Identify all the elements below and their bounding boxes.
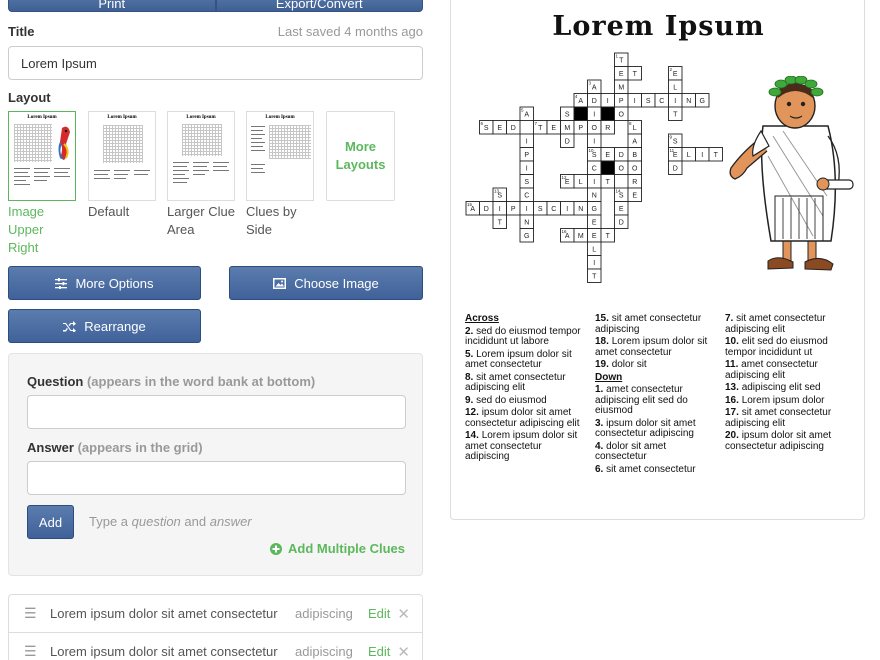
grid-cell — [574, 229, 588, 243]
grid-letter: A — [591, 84, 597, 92]
grid-cell — [669, 107, 683, 121]
grid-cell — [615, 67, 629, 81]
grid-letter: M — [564, 125, 571, 133]
grid-letter: I — [525, 165, 528, 173]
grid-letter: T — [673, 111, 678, 119]
grid-cell — [615, 53, 629, 67]
clue-answer: adipiscing — [295, 606, 353, 621]
grid-letter: E — [591, 219, 597, 227]
layout-option-larger-clue-area[interactable] — [167, 111, 235, 239]
clue-answer: adipiscing — [295, 644, 353, 659]
grid-letter: C — [591, 165, 597, 173]
answer-label: Answer (appears in the grid) — [27, 440, 203, 455]
grid-cell — [628, 161, 642, 175]
layout-name[interactable]: Image Upper Right — [8, 204, 45, 255]
grid-letter: M — [577, 233, 584, 241]
grid-cell — [615, 161, 629, 175]
grid-cell — [601, 175, 615, 189]
down-heading: Down — [595, 371, 623, 383]
grid-cell — [507, 121, 521, 135]
grid-letter: S — [591, 152, 597, 160]
grid-letter: T — [713, 152, 718, 160]
grid-cell — [588, 148, 602, 162]
grid-cell — [601, 161, 615, 175]
clues-column-1 — [465, 314, 585, 465]
thumb-grid — [182, 124, 222, 156]
grid-letter: N — [578, 206, 584, 214]
grid-letter: I — [525, 138, 528, 146]
thumb-grid — [103, 125, 143, 163]
grid-letter: E — [632, 192, 638, 200]
edit-link[interactable]: Edit — [368, 606, 391, 621]
grid-letter: T — [605, 179, 610, 187]
grid-cell — [601, 94, 615, 108]
grid-cell — [520, 107, 534, 121]
grid-cell — [709, 148, 723, 162]
grid-cell — [588, 202, 602, 216]
grid-letter: S — [672, 138, 678, 146]
grid-cell — [466, 202, 480, 216]
grid-cell — [588, 229, 602, 243]
grid-letter: I — [566, 206, 569, 214]
grid-letter: C — [551, 206, 557, 214]
grid-letter: T — [632, 71, 637, 79]
grid-cell — [547, 202, 561, 216]
grid-cell — [588, 161, 602, 175]
layout-name[interactable]: Default — [88, 204, 130, 219]
grid-letter: D — [591, 98, 597, 106]
grid-letter: C — [524, 192, 530, 200]
grid-letter: T — [619, 57, 624, 65]
grid-letter: G — [591, 206, 597, 214]
grid-cell — [615, 80, 629, 94]
grid-letter: I — [633, 98, 636, 106]
add-multiple-clues-link[interactable]: Add Multiple Clues — [270, 541, 405, 556]
grid-cell — [520, 202, 534, 216]
grid-cell — [628, 148, 642, 162]
grid-cell — [493, 121, 507, 135]
choose-image-button[interactable] — [229, 266, 423, 300]
grid-letter: G — [524, 233, 530, 241]
grid-letter: P — [524, 152, 530, 160]
grid-cell — [601, 229, 615, 243]
grid-cell — [669, 148, 683, 162]
grid-cell — [574, 107, 588, 121]
grid-letter: R — [632, 179, 638, 187]
grid-number: 1 — [615, 53, 619, 59]
more-layouts-button[interactable]: More Layouts — [326, 111, 395, 201]
grid-cell — [696, 148, 710, 162]
grid-letter: I — [593, 260, 596, 268]
thumb-title: Lorem Ipsum — [265, 115, 295, 120]
grid-number: 3 — [588, 80, 592, 86]
sliders-icon — [55, 278, 67, 289]
add-hint: Type a question and answer — [89, 514, 252, 529]
grid-letter: D — [618, 152, 624, 160]
clue-item: 7. sit amet consectetur adipiscing elit — [725, 313, 826, 335]
shuffle-icon — [63, 321, 76, 332]
grid-cell — [520, 188, 534, 202]
clue-item: 17. sit amet consectetur adipiscing elit — [725, 407, 832, 429]
editor-panel — [8, 0, 423, 660]
grid-number: 11 — [669, 148, 675, 153]
grid-cell — [588, 107, 602, 121]
grid-number: 13 — [494, 188, 500, 194]
clue-item: 18. Lorem ipsum dolor sit amet consectetur — [595, 336, 708, 358]
grid-cell — [561, 175, 575, 189]
grid-letter: C — [659, 98, 665, 106]
rearrange-label: Rearrange — [84, 318, 146, 334]
grid-letter: P — [618, 98, 624, 106]
grid-cell — [588, 80, 602, 94]
grid-letter: E — [591, 233, 597, 241]
grid-letter: T — [497, 219, 502, 227]
grid-cell — [561, 121, 575, 135]
grid-cell — [601, 121, 615, 135]
clue-item: 6. sit amet consectetur — [595, 463, 696, 475]
grid-letter: S — [564, 111, 570, 119]
title-label-row — [8, 24, 423, 39]
grid-cell — [601, 148, 615, 162]
grid-cell — [628, 175, 642, 189]
grid-letter: I — [593, 179, 596, 187]
grid-cell — [669, 80, 683, 94]
layout-option-image-upper-right[interactable] — [8, 111, 76, 257]
layout-options — [8, 111, 423, 261]
grid-number: 9 — [669, 134, 673, 140]
grid-cell — [507, 202, 521, 216]
grid-letter: I — [674, 98, 677, 106]
grid-cell — [561, 107, 575, 121]
layout-thumbnail[interactable] — [8, 111, 76, 201]
grid-cell — [520, 229, 534, 243]
grid-letter: N — [686, 98, 692, 106]
grid-letter: I — [593, 111, 596, 119]
grid-cell — [628, 121, 642, 135]
grid-cell — [520, 175, 534, 189]
clue-item: 15. sit amet consectetur adipiscing — [595, 313, 702, 335]
grid-cell — [574, 94, 588, 108]
grid-letter: O — [591, 125, 597, 133]
close-icon[interactable]: ✕ — [397, 643, 410, 660]
clue-item: 12. ipsum dolor sit amet consectetur adipiscing elit — [465, 407, 580, 429]
grid-letter: L — [592, 246, 597, 254]
thumb-grid — [269, 125, 311, 159]
grid-letter: B — [632, 152, 638, 160]
grid-cell — [682, 94, 696, 108]
clue-question: Lorem ipsum dolor sit amet consectetur — [50, 606, 278, 621]
grid-letter: A — [524, 111, 530, 119]
grid-number: 2 — [669, 67, 673, 72]
grid-letter: R — [605, 125, 611, 133]
grid-letter: E — [672, 152, 678, 160]
puzzle-preview — [450, 0, 865, 520]
grid-letter: I — [525, 206, 528, 214]
grid-cell — [628, 134, 642, 148]
grid-cell — [588, 256, 602, 270]
grid-letter: S — [524, 179, 530, 187]
grid-letter: O — [618, 165, 624, 173]
clue-item: 13. adipiscing elit sed — [725, 382, 821, 393]
list-item — [9, 633, 422, 660]
clues-column-3 — [725, 314, 847, 454]
grid-cell — [520, 134, 534, 148]
grid-letter: D — [618, 219, 624, 227]
grid-number: 16 — [561, 229, 567, 234]
thumb-title: Lorem Ipsum — [107, 115, 137, 120]
grid-letter: L — [673, 84, 678, 92]
clues-column-2 — [595, 314, 713, 477]
grid-letter: T — [605, 233, 610, 241]
parrot-icon — [54, 124, 74, 162]
clue-question: Lorem ipsum dolor sit amet consectetur — [50, 644, 278, 659]
close-icon[interactable]: ✕ — [397, 605, 410, 623]
clue-item: 10. elit sed do eiusmod tempor incididunt ut — [725, 336, 828, 358]
grid-cell — [520, 148, 534, 162]
add-clue-form — [8, 353, 423, 576]
grid-letter: A — [564, 233, 570, 241]
grid-cell — [615, 148, 629, 162]
plus-circle-icon — [270, 543, 282, 555]
last-saved-text: Last saved 4 months ago — [277, 24, 423, 39]
grid-cell — [574, 175, 588, 189]
export-button[interactable]: Export/Convert — [216, 0, 424, 12]
grid-cell — [520, 215, 534, 229]
grid-cell — [669, 94, 683, 108]
grid-letter: I — [701, 152, 704, 160]
grid-number: 10 — [588, 148, 594, 153]
grid-cell — [520, 161, 534, 175]
roman-emperor-illustration — [723, 76, 863, 286]
grid-cell — [615, 215, 629, 229]
grid-letter: L — [686, 152, 691, 160]
grid-number: 4 — [575, 94, 578, 99]
choose-image-label: Choose Image — [294, 275, 379, 291]
list-item — [9, 595, 422, 633]
grid-cell — [669, 67, 683, 81]
grid-letter: P — [578, 125, 584, 133]
grid-letter: S — [483, 125, 489, 133]
grid-cell — [493, 188, 507, 202]
grid-cell — [615, 188, 629, 202]
top-button-bar — [8, 0, 423, 12]
grid-cell — [493, 215, 507, 229]
question-label: Question (appears in the word bank at bottom) — [27, 374, 316, 389]
grid-letter: A — [470, 206, 476, 214]
layout-label-row — [8, 90, 423, 105]
question-input[interactable] — [27, 395, 406, 429]
grid-number: 15 — [467, 202, 473, 207]
grid-letter: M — [618, 84, 625, 92]
thumb-title: Lorem Ipsum — [186, 115, 216, 120]
grid-number: 6 — [480, 121, 484, 126]
grid-letter: D — [483, 206, 489, 214]
grid-letter: I — [606, 98, 609, 106]
grid-cell — [588, 134, 602, 148]
drag-handle-icon[interactable]: ☰ — [24, 605, 37, 621]
drag-handle-icon[interactable]: ☰ — [24, 643, 37, 659]
layout-option-default[interactable] — [88, 111, 156, 221]
grid-letter: G — [699, 98, 705, 106]
more-options-button[interactable] — [8, 266, 201, 300]
clue-item: 2. sed do eiusmod tempor incididunt ut labore — [465, 325, 581, 347]
clue-item: 5. Lorem ipsum dolor sit amet consectetur — [465, 348, 572, 370]
grid-letter: S — [618, 192, 624, 200]
grid-cell — [588, 175, 602, 189]
clue-item: 19. dolor sit — [595, 359, 647, 370]
grid-letter: S — [645, 98, 651, 106]
puzzle-title: Lorem Ipsum — [552, 11, 765, 42]
grid-cell — [534, 202, 548, 216]
grid-letter: S — [497, 192, 503, 200]
grid-cell — [601, 107, 615, 121]
layout-name[interactable]: Larger Clue Area — [167, 204, 235, 237]
more-options-label: More Options — [75, 275, 154, 291]
grid-cell — [561, 134, 575, 148]
layout-thumbnail[interactable] — [88, 111, 156, 201]
grid-letter: P — [510, 206, 516, 214]
grid-number: 7 — [534, 121, 538, 126]
grid-letter: T — [538, 125, 543, 133]
grid-letter: I — [498, 206, 501, 214]
thumb-grid — [14, 124, 52, 162]
clue-item: 4. dolor sit amet consectetur — [595, 440, 667, 462]
grid-letter: S — [537, 206, 543, 214]
grid-letter: D — [672, 165, 678, 173]
clue-list — [8, 594, 423, 660]
grid-cell — [561, 202, 575, 216]
grid-cell — [534, 121, 548, 135]
grid-cell — [588, 121, 602, 135]
grid-letter: O — [632, 165, 638, 173]
grid-cell — [574, 202, 588, 216]
grid-cell — [628, 94, 642, 108]
grid-letter: D — [510, 125, 516, 133]
edit-link[interactable]: Edit — [368, 644, 391, 659]
clue-item: 16. Lorem ipsum dolor — [725, 394, 825, 406]
grid-cell — [628, 67, 642, 81]
grid-cell — [588, 269, 602, 283]
grid-number: 5 — [521, 107, 524, 113]
grid-letter: E — [605, 152, 611, 160]
grid-cell — [547, 121, 561, 135]
grid-cell — [561, 229, 575, 243]
grid-cell — [682, 148, 696, 162]
layout-name[interactable]: Clues by Side — [246, 204, 297, 237]
grid-number: 8 — [629, 121, 632, 126]
grid-cell — [588, 242, 602, 256]
grid-letter: A — [578, 98, 584, 106]
grid-cell — [574, 121, 588, 135]
grid-cell — [696, 94, 710, 108]
grid-cell — [615, 107, 629, 121]
rearrange-button[interactable] — [8, 309, 201, 343]
grid-cell — [669, 161, 683, 175]
layout-thumbnail[interactable] — [167, 111, 235, 201]
answer-input[interactable] — [27, 461, 406, 495]
grid-number: 14 — [615, 188, 621, 194]
thumb-title: Lorem Ipsum — [27, 115, 57, 120]
grid-letter: E — [551, 125, 557, 133]
clue-item: 20. ipsum dolor sit amet consectetur adipiscing — [725, 430, 832, 452]
grid-cell — [615, 202, 629, 216]
grid-letter: A — [632, 138, 638, 146]
grid-letter: N — [524, 219, 530, 227]
grid-cell — [642, 94, 656, 108]
clue-item: 9. sed do eiusmod — [465, 394, 547, 406]
grid-letter: L — [632, 125, 637, 133]
grid-letter: L — [578, 179, 583, 187]
grid-number: 12 — [561, 175, 567, 180]
grid-letter: E — [497, 125, 503, 133]
clue-item: 8. sit amet consectetur adipiscing elit — [465, 371, 566, 393]
grid-letter: T — [592, 273, 597, 281]
grid-cell — [493, 202, 507, 216]
grid-letter: E — [618, 206, 624, 214]
grid-cell — [588, 94, 602, 108]
across-heading: Across — [465, 313, 499, 324]
grid-cell — [588, 188, 602, 202]
title-input[interactable]: Lorem Ipsum — [8, 46, 423, 80]
grid-letter: E — [564, 179, 570, 187]
image-icon — [273, 278, 286, 289]
grid-cell — [480, 121, 494, 135]
grid-letter: O — [618, 111, 624, 119]
layout-option-clues-by-side[interactable] — [246, 111, 314, 239]
grid-cell — [655, 94, 669, 108]
grid-letter: I — [593, 138, 596, 146]
grid-letter: N — [591, 192, 597, 200]
clue-item: 3. ipsum dolor sit amet consectetur adipiscing — [595, 417, 696, 439]
grid-cell — [480, 202, 494, 216]
layout-thumbnail[interactable] — [246, 111, 314, 201]
grid-letter: D — [564, 138, 570, 146]
print-button[interactable]: Print — [8, 0, 216, 12]
clue-item: 1. amet consectetur adipiscing elit sed do eiusmod — [595, 384, 688, 416]
add-button[interactable]: Add — [27, 505, 74, 539]
title-label: Title — [8, 24, 35, 39]
grid-cell — [615, 94, 629, 108]
layout-label: Layout — [8, 90, 51, 105]
clue-item: 14. Lorem ipsum dolor sit amet consectetur adipiscing — [465, 430, 578, 462]
grid-letter: E — [672, 71, 678, 79]
grid-cell — [628, 188, 642, 202]
clue-item: 11. amet consectetur adipiscing elit — [725, 359, 818, 381]
grid-letter: E — [618, 71, 624, 79]
grid-cell — [588, 215, 602, 229]
grid-cell — [669, 134, 683, 148]
